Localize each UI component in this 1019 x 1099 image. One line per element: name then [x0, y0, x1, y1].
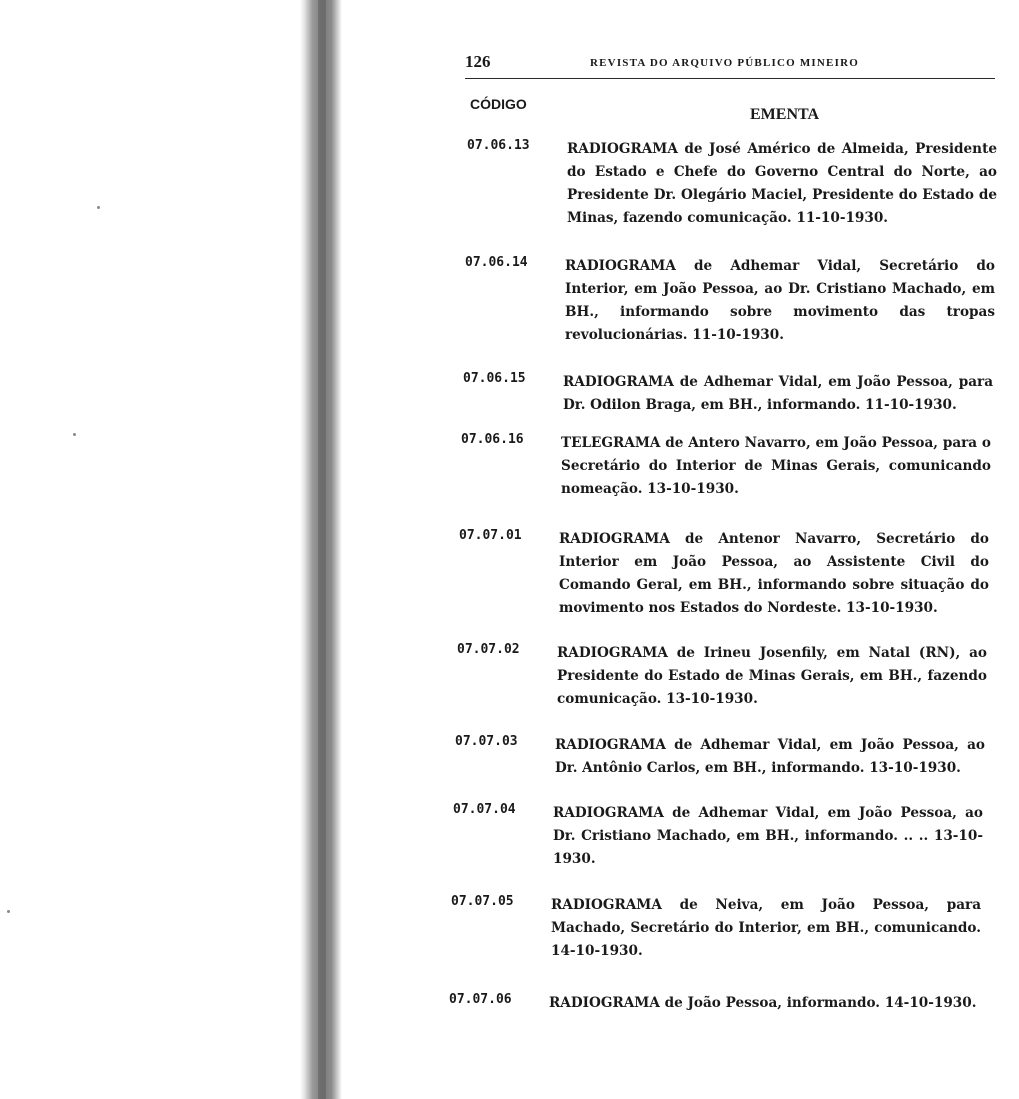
scan-speck: [97, 206, 100, 209]
entry-code: 07.07.03: [455, 734, 518, 749]
entry-code: 07.07.02: [457, 642, 520, 657]
column-header-code: CÓDIGO: [470, 96, 527, 112]
entry-code: 07.07.06: [449, 992, 512, 1007]
running-title: REVISTA DO ARQUIVO PÚBLICO MINEIRO: [590, 57, 859, 69]
entry-text: RADIOGRAMA de Adhemar Vidal, Secretário do Interior, em João Pessoa, ao Dr. Cristiano Machado, em BH., informando sobre movimento das tropas revolucionárias. 11-10-1930.: [565, 258, 995, 343]
entry-text: RADIOGRAMA de Irineu Josenfily, em Natal (RN), ao Presidente do Estado de Minas Gerais, em BH., fazendo comunicação. 13-10-1930.: [557, 645, 987, 707]
page-number: 126: [465, 52, 491, 71]
scan-speck: [73, 433, 76, 436]
page-header: [465, 52, 995, 79]
entry-code: 07.07.04: [453, 802, 516, 817]
entry-text: TELEGRAMA de Antero Navarro, em João Pessoa, para o Secretário do Interior de Minas Gerais, comunicando nomeação. 13-10-1930.: [561, 435, 991, 497]
entry-code: 07.07.01: [459, 528, 522, 543]
entry-text: RADIOGRAMA de Antenor Navarro, Secretário do Interior em João Pessoa, ao Assistente Civil do Comando Geral, em BH., informando sobre situação do movimento nos Estados do Nordeste. 13-10-1930.: [559, 531, 989, 616]
entry-text: RADIOGRAMA de João Pessoa, informando. 14-10-1930.: [549, 995, 977, 1011]
entry-text: RADIOGRAMA de José Américo de Almeida, Presidente do Estado e Chefe do Governo Central do Norte, ao Presidente Dr. Olegário Maciel, Presidente do Estado de Minas, fazendo comunicação. 11-10-1930.: [567, 141, 997, 226]
entry-text: RADIOGRAMA de Neiva, em João Pessoa, para Machado, Secretário do Interior, em BH., comunicando. 14-10-1930.: [551, 897, 981, 959]
entry-code: 07.07.05: [451, 894, 514, 909]
entry-code: 07.06.14: [465, 255, 528, 270]
entry-code: 07.06.13: [467, 138, 530, 153]
entry-code: 07.06.16: [461, 432, 524, 447]
column-header-ementa: EMENTA: [750, 106, 820, 123]
entry-code: 07.06.15: [463, 371, 526, 386]
scan-speck: [7, 910, 10, 913]
entry-text: RADIOGRAMA de Adhemar Vidal, em João Pessoa, ao Dr. Antônio Carlos, em BH., informando. 13-10-1930.: [555, 737, 985, 776]
entry-text: RADIOGRAMA de Adhemar Vidal, em João Pessoa, para Dr. Odilon Braga, em BH., informando. 11-10-1930.: [563, 374, 993, 413]
book-spine-shadow: [318, 0, 326, 1099]
entry-text: RADIOGRAMA de Adhemar Vidal, em João Pessoa, ao Dr. Cristiano Machado, em BH., informando. .. .. 13-10-1930.: [553, 805, 983, 867]
